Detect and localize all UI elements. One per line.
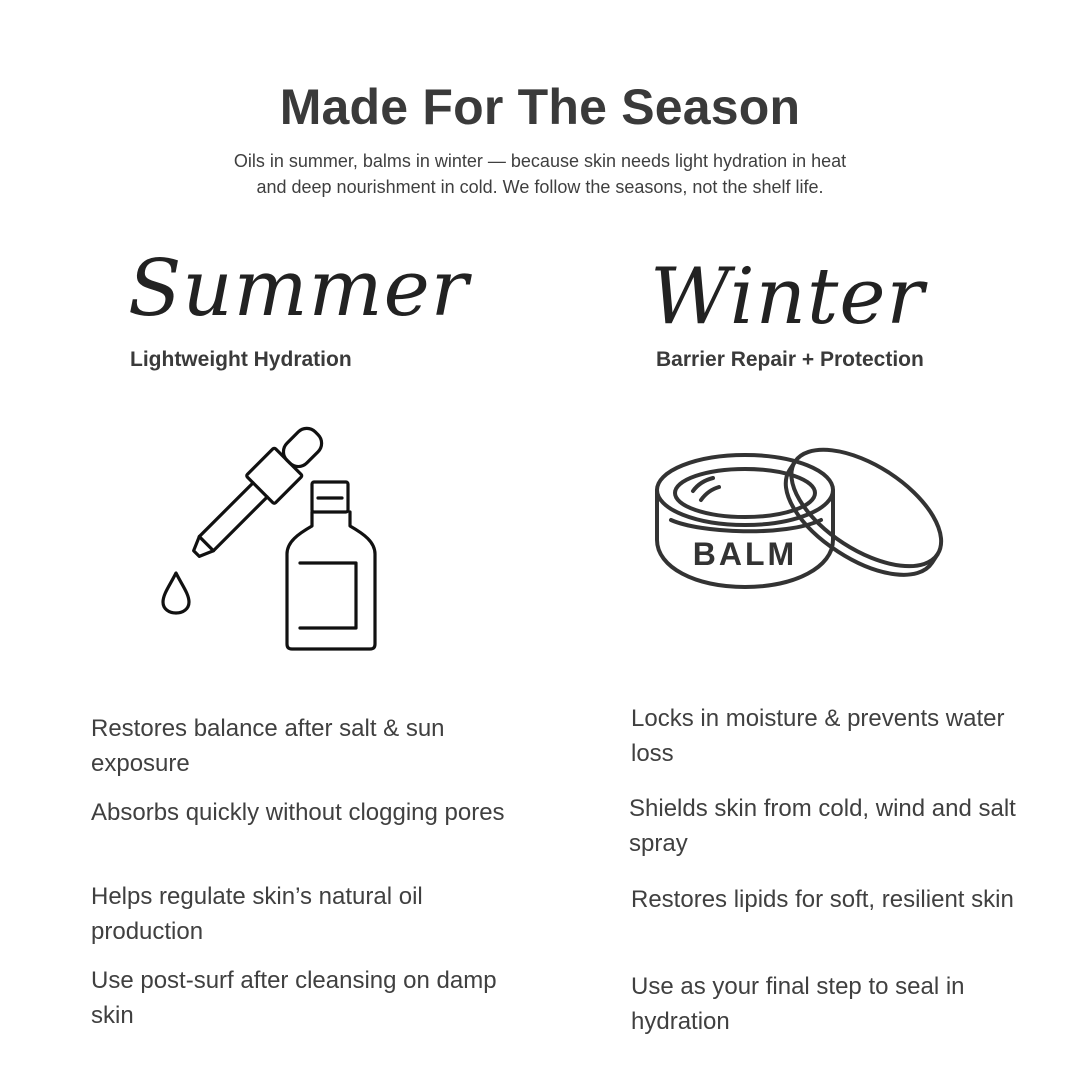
summer-benefit-1: Restores balance after salt & sun exposure xyxy=(91,715,445,777)
page-title: Made For The Season xyxy=(279,79,801,135)
jar-label: BALM xyxy=(692,536,798,572)
balm-jar-icon xyxy=(645,425,950,600)
summer-benefit-3: Helps regulate skin’s natural oil production xyxy=(91,883,423,945)
winter-benefit-3: Restores lipids for soft, resilient skin xyxy=(631,886,1014,913)
winter-subtitle: Barrier Repair + Protection xyxy=(656,348,924,371)
page-subtitle xyxy=(150,148,930,200)
summer-script-title: Summer xyxy=(128,244,470,334)
dropper-bottle-icon xyxy=(150,420,390,660)
subtitle-line-1: Oils in summer, balms in winter — because skin needs light hydration in heat xyxy=(233,151,847,171)
winter-script-title: Winter xyxy=(650,252,925,342)
winter-benefit-2: Shields skin from cold, wind and salt spray xyxy=(629,795,1016,857)
winter-benefit-4: Use as your final step to seal in hydration xyxy=(631,973,965,1035)
summer-benefit-2: Absorbs quickly without clogging pores xyxy=(91,799,505,826)
summer-benefit-4: Use post-surf after cleansing on damp skin xyxy=(91,967,497,1029)
winter-benefit-1: Locks in moisture & prevents water loss xyxy=(631,705,1005,767)
subtitle-line-2: and deep nourishment in cold. We follow the seasons, not the shelf life. xyxy=(256,177,824,197)
summer-subtitle: Lightweight Hydration xyxy=(130,348,352,371)
